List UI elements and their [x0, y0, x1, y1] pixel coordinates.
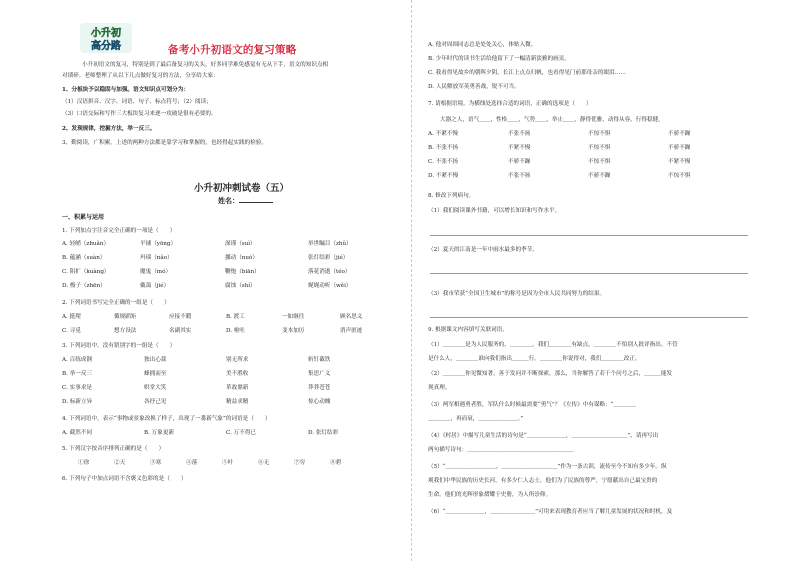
- q7-stem: 7. 请根据语境，为横线处选择合适的词语，正确的选项是（ ）: [428, 101, 592, 107]
- q8-item-1: （1）我们阅读课外书籍，可以增长知识和写作水平。: [428, 208, 561, 214]
- q4-stem: 4. 下列词语中，表示“事物或景象改换了样子，出现了一番新气象”的词语是（ ）: [62, 416, 271, 422]
- q7-row-c: C. 不张不扬 不骄不躁 不惊不惧 不紧不慢: [428, 159, 691, 165]
- q9-stem: 9. 根据课文内容填写关联词语。: [428, 327, 508, 333]
- q3-row-a: A. 百练成钢 独出心裁 别无所求 斩钉截铁: [62, 357, 331, 363]
- q8-stem: 8. 修改下列病句。: [428, 193, 475, 199]
- q7-row-d: D. 不紧不慢 不张不扬 不骄不躁 不惊不惧: [428, 173, 691, 179]
- logo: [80, 23, 132, 53]
- q9-line-6: ＿＿＿＿，再而衰，＿＿＿＿＿＿＿。”: [428, 416, 524, 422]
- q7-row-b: B. 不张不扬 不紧不慢 不惊不惧 不骄不躁: [428, 145, 691, 151]
- q5-chars: ①徐 ②天 ③寒 ④落 ⑤叶 ⑥无 ⑦穷 ⑧碧: [78, 460, 342, 466]
- name-field: [218, 196, 273, 206]
- q9-line-4: 现真理。: [428, 385, 451, 391]
- q9-line-5: （3）两军相遇勇者胜，军队什么时候最需要“勇气”？《左传》中有谋略：“＿＿＿＿: [428, 402, 636, 408]
- exam-title: 小升初冲刺试卷（五）: [194, 183, 290, 194]
- intro-line-2: 对琐碎。老师整理了从以下几点做好复习的方法，分享给大家：: [62, 73, 219, 79]
- q1-stem: 1. 下列加点字注音完全正确的一项是（ ）: [62, 228, 176, 234]
- q9-line-2: 是什么人，＿＿＿＿谁向我们指出＿＿＿行。＿＿＿＿你说得对，我们＿＿＿＿改正。: [428, 356, 641, 362]
- strategy-1: 1、分板块予以稳固与加强。语文知识点可划分为：: [62, 87, 189, 93]
- q4-options: A. 截然不同 B. 万象更新 C. 万不得已 D. 张灯结彩: [62, 430, 339, 436]
- q9-line-9: （5）“＿＿＿＿＿＿＿＿＿，＿＿＿＿＿＿＿＿＿＿”作为一条古训，流传至今不知有多少年。纵: [428, 464, 667, 470]
- q3-row-d: D. 标新立异 各抒己见 精益求精 惊心动魄: [62, 399, 331, 405]
- column-divider: [411, 0, 413, 561]
- strategy-1a: （1）汉语拼音、汉字、词语、句子、标点符号；（2）阅读；: [62, 99, 212, 105]
- q9-line-8: 两句描写诗句：＿＿＿＿＿＿＿＿＿＿＿＿＿＿＿＿＿＿＿: [428, 447, 574, 453]
- q8-answer-line-1[interactable]: [430, 235, 748, 236]
- q2-row-2: C. 寻觅 想方设法 名副其实 D. 啦吐 变本加厉 消声匿迹: [62, 328, 363, 334]
- name-label: 姓名：: [218, 196, 239, 205]
- strategy-title: 备考小升初语文的复习策略: [168, 44, 297, 56]
- q2-row-1: A. 挺爬 循规蹈矩 应接不暇 B. 渡工 一如继往 顾名思义: [62, 314, 363, 320]
- q9-line-1: （1）＿＿＿＿是为人民服务的，＿＿＿＿，我们＿＿＿＿有缺点，＿＿＿＿不怕别人批评指出。不管: [428, 342, 678, 348]
- q7-passage: 大器之人，语气＿＿，性格＿＿，气势＿＿，举止＿＿，静得优雅，动得从容，行得稳健。: [440, 117, 664, 123]
- q8-answer-line-3[interactable]: [430, 317, 748, 318]
- strategy-1b: （3）口语交际和写作三大板块复习来逐一攻破是很有必要的。: [62, 111, 217, 117]
- q6-option-c: C. 我看得见故乡的朝晖夕阴，长江上点点归帆，也看得见门前那母亲的眼泪……: [428, 70, 626, 76]
- strategy-3: 3、勤阅读，广积累。上述的两种方法都是靠学习和掌握的，也经得起实践的检验。: [62, 140, 267, 146]
- q7-row-a: A. 不紧不慢 不张不扬 不惊不惧 不骄不躁: [428, 131, 691, 137]
- q9-line-3: （2）＿＿＿＿你见微知著，善于发问并不断探索，那么，当你解答了若干个问号之后，＿＿＿能发: [428, 371, 673, 377]
- q9-line-12: （6）“＿＿＿＿＿＿＿，＿＿＿＿＿＿＿＿”可用来表现教育者应当了解儿童发展的状况和时机，及: [428, 509, 673, 515]
- q8-answer-line-2[interactable]: [430, 273, 748, 274]
- q8-item-3: （3）我市荣获“全国卫生城市”的称号是因为全市人民共同努力的结果。: [428, 291, 606, 297]
- q1-row-a: A. 轻峭（zhuǎn） 平铺（yōng） 深谨（suì） 举世瞩目（zhǔ）: [62, 241, 352, 247]
- q1-row-b: B. 蕴涵（suàn） 玛瑙（nǎo） 挪动（nuó） 张灯结彩（jié）: [62, 255, 349, 261]
- q8-item-2: （2）夏天的江南是一年中雨水最多的季节。: [428, 247, 538, 253]
- q3-row-c: C. 实事求是 哄堂大笑 革故鼎新 莽莽苍苍: [62, 385, 331, 391]
- intro-line-1: 小升初语文的复习，特别是到了最后备复习的关头，好多同学难免感觉有无从下手，语文的知识点相: [82, 62, 329, 68]
- logo-text-top: 小升初: [91, 28, 121, 39]
- q5-stem: 5. 下列汉字按音序排列正确的是（ ）: [62, 446, 165, 452]
- q2-stem: 2. 下列词语书写完全正确的一组是（ ）: [62, 300, 170, 306]
- q6-option-a: A. 他对周围同志总是处处关心，体贴入微。: [428, 42, 537, 48]
- q1-row-c: C. 阻扩（kuàng） 魔鬼（mó） 鞭炮（biān） 落花消逝（téo）: [62, 269, 351, 275]
- q1-row-d: D. 梭子（zhēn） 戴蔼（jié） 腐蚀（shí） 娓娓动听（wěi）: [62, 283, 352, 289]
- logo-text-bottom: 高分路: [91, 41, 121, 52]
- q3-stem: 3. 下列词语中，没有错别字的一组是（ ）: [62, 343, 176, 349]
- q6-option-b: B. 少年时代的读书生活给他留下了一幅清新淡雅的画页。: [428, 56, 570, 62]
- q3-row-b: B. 举一反三 蜂拥而至 美不胜收 集思广义: [62, 371, 331, 377]
- q6-stem: 6. 下列句子中加点词语不含褒义色彩的是（ ）: [62, 476, 187, 482]
- q9-line-10: 观我们中华民族的历史长河，有多少仁人志士，他们为了民族的尊严，宁愿献出自己最宝贵的: [428, 478, 658, 484]
- q6-option-d: D. 人民解放军英勇善战，锐不可当。: [428, 84, 520, 90]
- q9-line-11: 生命。他们的光辉形象熠耀于史册，为人所崇仰。: [428, 492, 552, 498]
- q9-line-7: （4）《村居》中描写儿童生活的诗句是“＿＿＿＿＿＿＿，＿＿＿＿＿＿＿＿＿＿”、请再写出: [428, 433, 659, 439]
- strategy-2: 2、发现规律，挖掘方法，举一反三。: [62, 126, 156, 132]
- section-1-heading: 一、积累与运用: [62, 214, 105, 221]
